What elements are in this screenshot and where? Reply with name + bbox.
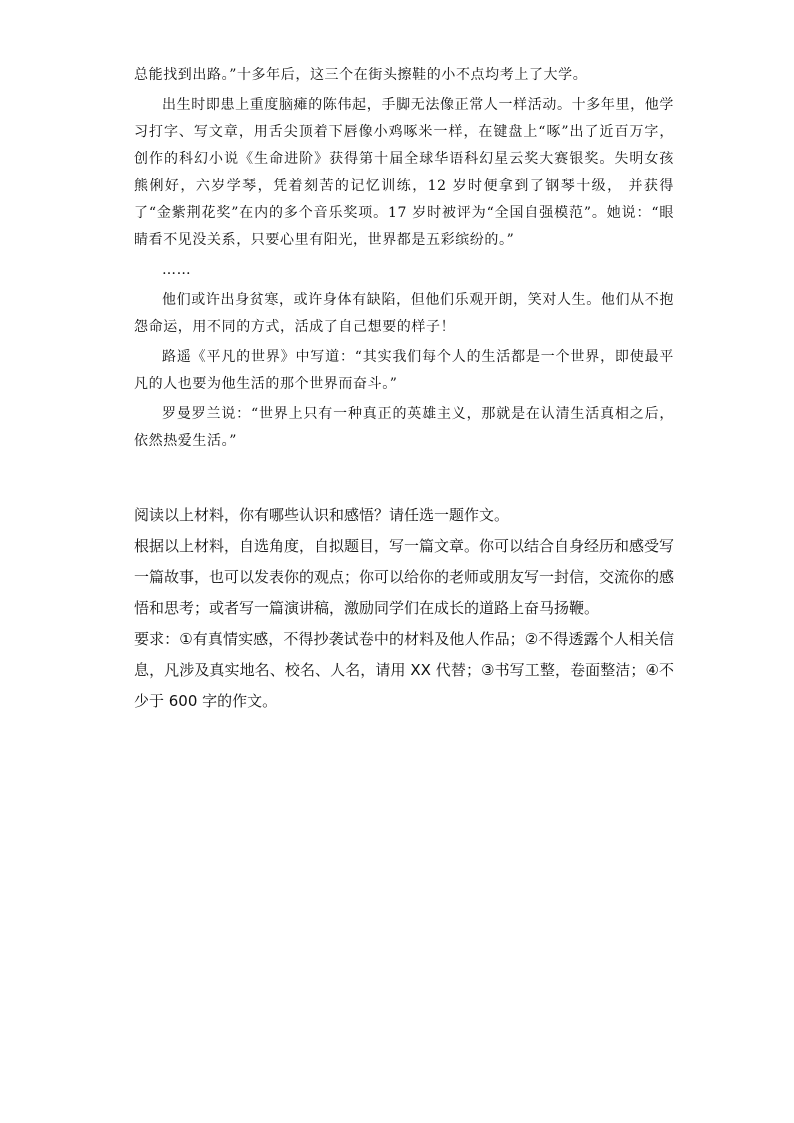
reading-material bbox=[134, 62, 674, 458]
material-ellipsis: …… bbox=[162, 262, 192, 278]
material-paragraph-2: 出生时即患上重度脑瘫的陈伟起，手脚无法像正常人一样活动。十多年里，他学习打字、写文章，用舌尖顶着下唇像小鸡啄米一样，在键盘上“啄”出了近百万字， 创作的科幻小说《生命进阶》获得第十届全球华语科幻星云奖大赛银奖。失明女孩熊俐好，六岁学琴，凭着刻苦的记忆训练，12 岁时便拿到了钢琴十级， 并获得了“金紫荆花奖”在内的多个音乐奖项。17 岁时被评为“全国自强模范”。她说：“眼睛看不见没关系，只要心里有阳光，世界都是五彩缤纷的。” bbox=[134, 97, 674, 248]
essay-prompt bbox=[134, 500, 674, 717]
material-paragraph-1: 总能找到出路。”十多年后，这三个在街头擦鞋的小不点均考上了大学。 bbox=[134, 67, 588, 83]
material-paragraph-5: 罗曼罗兰说：“世界上只有一种真正的英雄主义，那就是在认清生活真相之后，依然热爱生活。” bbox=[134, 406, 674, 449]
material-paragraph-3: 他们或许出身贫寒，或许身体有缺陷，但他们乐观开朗，笑对人生。他们从不抱怨命运，用不同的方式，活成了自己想要的样子！ bbox=[134, 292, 674, 335]
prompt-requirements: 要求：①有真情实感，不得抄袭试卷中的材料及他人作品；②不得透露个人相关信息，凡涉及真实地名、校名、人名，请用 XX 代替；③书写工整，卷面整洁；④不少于 600 字的作文。 bbox=[134, 630, 674, 710]
prompt-instruction: 根据以上材料，自选角度，自拟题目，写一篇文章。你可以结合自身经历和感受写一篇故事，也可以发表你的观点；你可以给你的老师或朋友写一封信，交流你的感悟和思考；或者写一篇演讲稿，激励同学们在成长的道路上奋马扬鞭。 bbox=[134, 537, 675, 617]
prompt-question: 阅读以上材料，你有哪些认识和感悟？请任选一题作文。 bbox=[134, 506, 510, 524]
material-paragraph-4: 路遥《平凡的世界》中写道：“其实我们每个人的生活都是一个世界，即使最平凡的人也要为他生活的那个世界而奋斗。” bbox=[134, 349, 674, 392]
